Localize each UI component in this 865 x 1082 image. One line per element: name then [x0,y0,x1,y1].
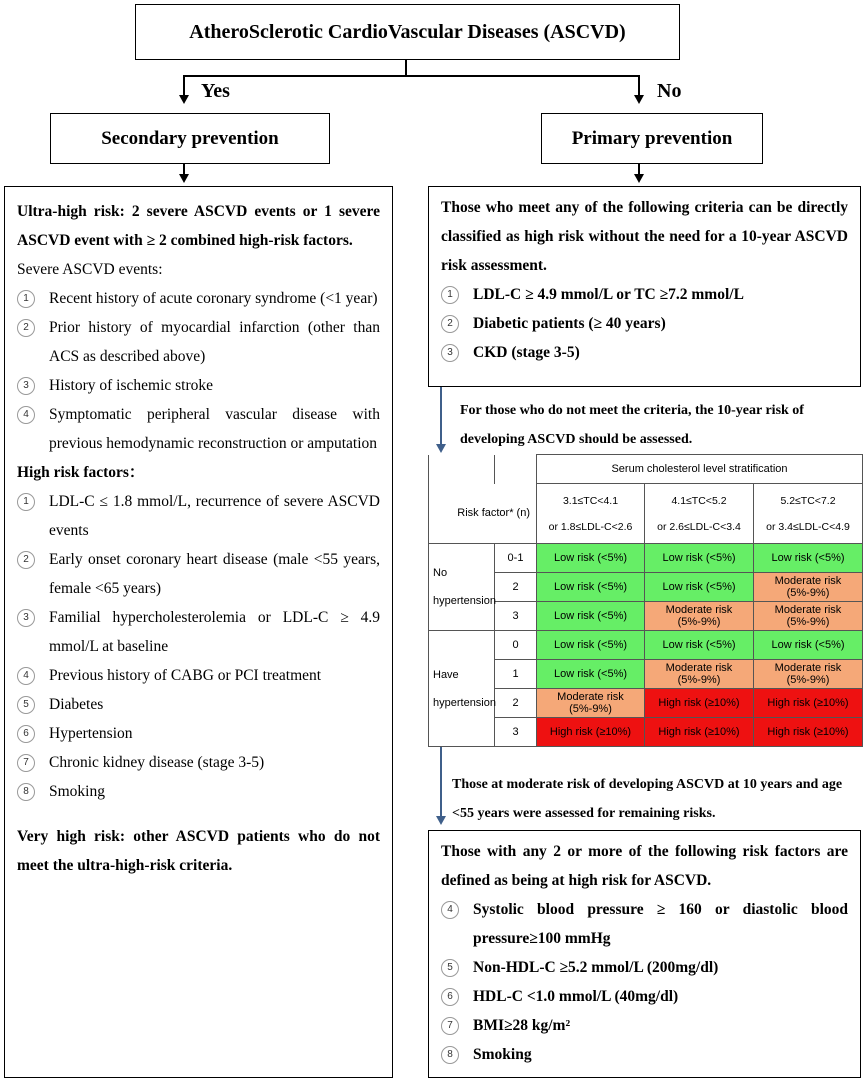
severe-events-list [17,284,380,458]
item-text: Smoking [473,1046,532,1063]
risk-cell: High risk (≥10%) [537,718,645,747]
list-item [17,777,380,806]
item-text: Recent history of acute coronary syndrome (<1 year) [49,290,378,307]
risk-cell: Low risk (<5%) [537,631,645,660]
list-item [441,1040,848,1069]
risk-cell: Low risk (<5%) [537,544,645,573]
item-text: LDL-C ≥ 4.9 mmol/L or TC ≥7.2 mmol/L [473,286,744,303]
risk-cell: Low risk (<5%) [754,544,863,573]
item-text: Chronic kidney disease (stage 3-5) [49,754,265,771]
column-tc-range: 3.1≤TC<4.1 [562,494,619,507]
risk-cell: Low risk (<5%) [645,573,754,602]
item-text: Diabetes [49,696,104,713]
item-text: Prior history of myocardial infarction (other than ACS as described above) [49,319,380,365]
number-badge: 3 [441,344,459,362]
arrow-remaining [436,816,446,825]
severe-events-label: Severe ASCVD events: [17,261,163,278]
list-item [17,313,380,371]
secondary-panel [4,186,393,1078]
ascvd-title-box [135,4,680,60]
list-item [17,603,380,661]
number-badge: 7 [17,754,35,772]
item-text: Non-HDL-C ≥5.2 mmol/L (200mg/dl) [473,959,719,976]
very-high-risk-text: Very high risk: other ASCVD patients who do not meet the ultra-high-risk criteria. [17,828,380,874]
item-text: Hypertension [49,725,133,742]
risk-cell: Moderate risk (5%-9%) [645,660,754,689]
primary-criteria-panel [428,186,861,387]
risk-factor-count: 2 [495,689,537,718]
number-badge: 1 [441,286,459,304]
risk-cell: High risk (≥10%) [645,718,754,747]
group-label [429,631,495,747]
risk-cell: Low risk (<5%) [537,602,645,631]
number-badge: 7 [441,1017,459,1035]
column-ldl-range: or 3.4≤LDL-C<4.9 [766,520,850,533]
number-badge: 1 [17,493,35,511]
arrow-secondary [179,174,189,183]
item-text: HDL-C <1.0 mmol/L (40mg/dl) [473,988,679,1005]
item-text: LDL-C ≤ 1.8 mmol/L, recurrence of severe ASCVD events [49,493,380,539]
high-risk-factors-list [17,487,380,806]
number-badge: 1 [17,290,35,308]
connector-split [183,75,639,77]
number-badge: 3 [17,609,35,627]
item-text: History of ischemic stroke [49,377,214,394]
column-tc-range: 4.1≤TC<5.2 [671,494,727,507]
column-header [537,484,645,544]
arrow-no [634,95,644,104]
arrow-assessment [436,444,446,453]
remaining-risk-note: Those at moderate risk of developing ASCVD at 10 years and age <55 years were assessed for remaining risks. [452,777,843,821]
column-header [754,484,863,544]
table-corner [495,455,537,484]
risk-factor-count: 0 [495,631,537,660]
group-label-line: hypertension [433,696,496,709]
ultra-high-risk-heading: Ultra-high risk: 2 severe ASCVD events or 1 severe ASCVD event with ≥ 2 combined high-risk factors. [17,203,380,249]
risk-factor-count: 3 [495,602,537,631]
list-item [17,371,380,400]
secondary-prevention-box [50,113,330,164]
list-item [17,487,380,545]
number-badge: 2 [17,551,35,569]
item-text: Smoking [49,783,105,800]
item-text: Early onset coronary heart disease (male <55 years, female <65 years) [49,551,380,597]
connector-assessment [440,387,442,445]
connector-yes [183,75,185,97]
remaining-risk-heading: Those with any 2 or more of the following risk factors are defined as being at high risk for ASCVD. [441,843,848,889]
cholesterol-header: Serum cholesterol level stratification [537,455,863,484]
risk-cell: Low risk (<5%) [537,573,645,602]
item-text: Symptomatic peripheral vascular disease with previous hemodynamic reconstruction or amputation [49,406,380,452]
high-risk-factors-label: High risk factors： [17,464,145,481]
group-label-line: No [433,567,448,579]
list-item [441,338,848,367]
branch-no-label: No [657,80,682,102]
risk-cell: Moderate risk (5%-9%) [645,602,754,631]
list-item [441,953,848,982]
number-badge: 6 [441,988,459,1006]
branch-yes-label: Yes [201,80,230,102]
number-badge: 4 [17,667,35,685]
connector-no [638,75,640,97]
risk-factor-count: 0-1 [495,544,537,573]
group-label-line: Have [433,668,459,681]
list-item [17,661,380,690]
group-label [429,544,495,631]
connector-top [405,60,407,76]
ascvd-title: AtheroSclerotic CardioVascular Diseases (ASCVD) [189,20,626,43]
risk-cell: High risk (≥10%) [645,689,754,718]
table-corner [429,455,495,484]
remaining-risk-panel [428,830,861,1078]
primary-prevention-box [541,113,763,164]
number-badge: 6 [17,725,35,743]
direct-high-risk-heading: Those who meet any of the following criteria can be directly classified as high risk without the need for a 10-year ASCVD risk assessment. [441,199,848,274]
number-badge: 3 [17,377,35,395]
risk-factor-count: 2 [495,573,537,602]
assessment-note: For those who do not meet the criteria, the 10-year risk of developing ASCVD should be assessed. [460,403,804,447]
list-item [441,982,848,1011]
item-text: CKD (stage 3-5) [473,344,580,361]
number-badge: 5 [441,959,459,977]
number-badge: 4 [441,901,459,919]
column-tc-range: 5.2≤TC<7.2 [780,494,836,507]
risk-cell: Moderate risk (5%-9%) [754,602,863,631]
risk-stratification-table [428,454,863,747]
number-badge: 8 [441,1046,459,1064]
risk-cell: Low risk (<5%) [645,544,754,573]
column-ldl-range: or 1.8≤LDL-C<2.6 [548,520,633,533]
item-text: BMI≥28 kg/m² [473,1017,571,1034]
risk-cell: Moderate risk (5%-9%) [754,660,863,689]
risk-cell: Low risk (<5%) [645,631,754,660]
secondary-prevention-title: Secondary prevention [101,127,279,149]
item-text: Previous history of CABG or PCI treatment [49,667,322,684]
item-text: Systolic blood pressure ≥ 160 or diastolic blood pressure≥100 mmHg [473,901,848,947]
list-item [17,400,380,458]
risk-cell: Moderate risk (5%-9%) [537,689,645,718]
number-badge: 8 [17,783,35,801]
number-badge: 4 [17,406,35,424]
item-text: Diabetic patients (≥ 40 years) [473,315,666,332]
column-header [645,484,754,544]
list-item [17,690,380,719]
group-label-line: hypertension [433,595,496,607]
list-item [441,895,848,953]
list-item [441,309,848,338]
list-item [17,748,380,777]
primary-prevention-title: Primary prevention [571,127,733,149]
list-item [17,545,380,603]
arrow-primary [634,174,644,183]
list-item [441,280,848,309]
risk-factor-count: 1 [495,660,537,689]
risk-cell: Low risk (<5%) [537,660,645,689]
item-text: Familial hypercholesterolemia or LDL-C ≥ 4.9 mmol/L at baseline [49,609,380,655]
column-ldl-range: or 2.6≤LDL-C<3.4 [657,520,741,533]
risk-factor-count: 3 [495,718,537,747]
number-badge: 2 [17,319,35,337]
risk-cell: Low risk (<5%) [754,631,863,660]
risk-factor-label: Risk factor* (n) [457,507,530,520]
list-item [441,1011,848,1040]
risk-factor-header [429,484,537,544]
list-item [17,284,380,313]
connector-remaining [440,747,442,817]
risk-cell: Moderate risk (5%-9%) [754,573,863,602]
list-item [17,719,380,748]
risk-cell: High risk (≥10%) [754,718,863,747]
risk-cell: High risk (≥10%) [754,689,863,718]
arrow-yes [179,95,189,104]
number-badge: 2 [441,315,459,333]
number-badge: 5 [17,696,35,714]
